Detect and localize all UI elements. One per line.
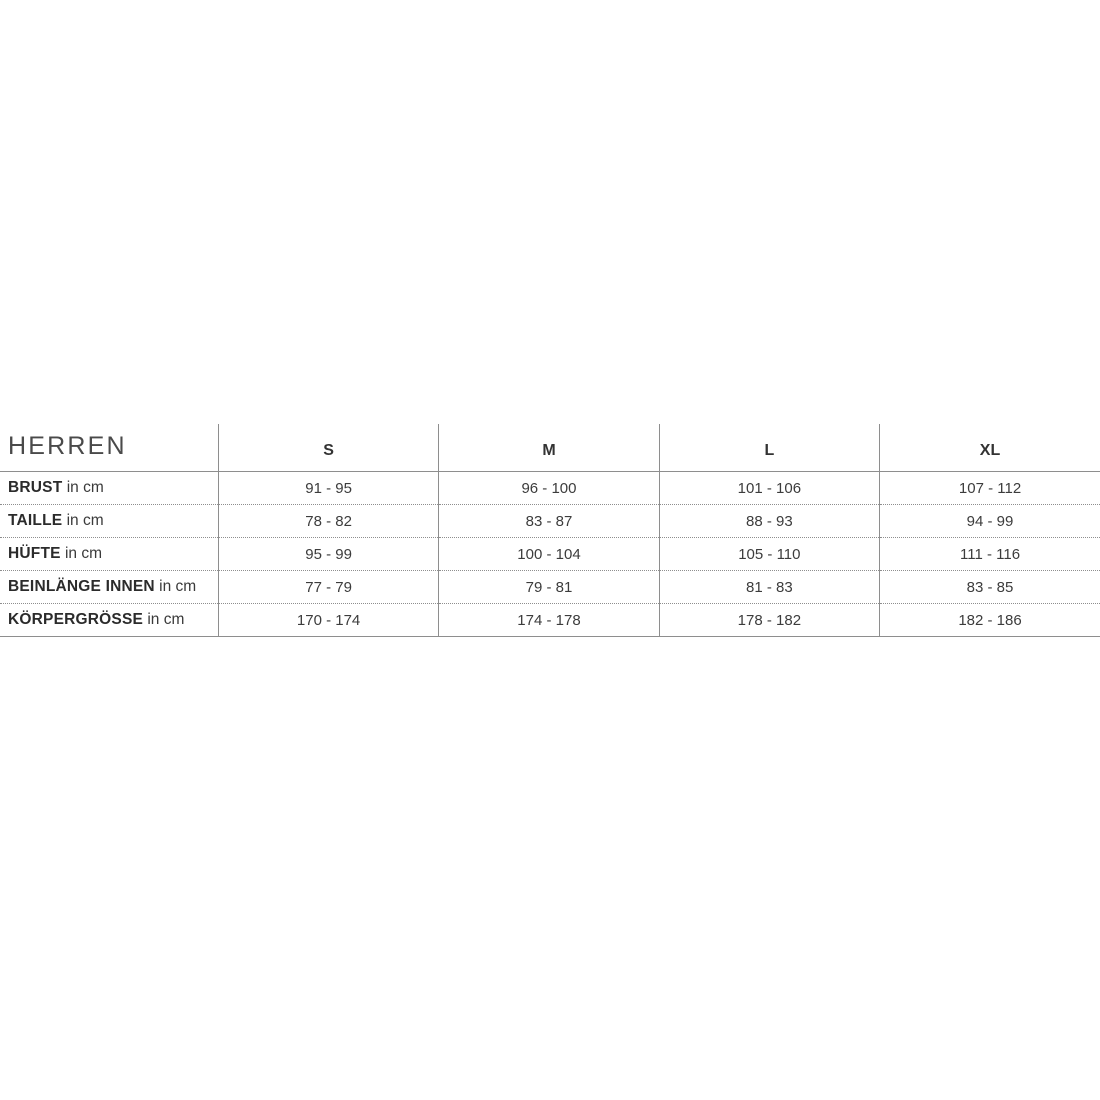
cell-koerpergroesse-m: 174 - 178: [439, 604, 659, 637]
table-row: [0, 571, 1100, 604]
cell-brust-xl: 107 - 112: [880, 472, 1100, 505]
row-label-text: TAILLE: [8, 512, 63, 529]
cell-koerpergroesse-s: 170 - 174: [218, 604, 438, 637]
cell-huefte-m: 100 - 104: [439, 538, 659, 571]
cell-beinlaenge-s: 77 - 79: [218, 571, 438, 604]
cell-brust-s: 91 - 95: [218, 472, 438, 505]
size-table: [0, 424, 1100, 637]
cell-huefte-s: 95 - 99: [218, 538, 438, 571]
cell-koerpergroesse-xl: 182 - 186: [880, 604, 1100, 637]
cell-koerpergroesse-l: 178 - 182: [659, 604, 879, 637]
column-header-s: S: [218, 424, 438, 472]
table-row: [0, 472, 1100, 505]
table-row: [0, 505, 1100, 538]
row-label-unit: in cm: [62, 512, 104, 529]
cell-taille-s: 78 - 82: [218, 505, 438, 538]
row-label-text: HÜFTE: [8, 545, 61, 562]
row-label-text: KÖRPERGRÖSSE: [8, 611, 144, 628]
row-label-text: BRUST: [8, 479, 63, 496]
cell-taille-m: 83 - 87: [439, 505, 659, 538]
column-header-m: M: [439, 424, 659, 472]
row-label-text: BEINLÄNGE INNEN: [8, 578, 155, 595]
table-row: [0, 604, 1100, 637]
cell-brust-m: 96 - 100: [439, 472, 659, 505]
cell-beinlaenge-l: 81 - 83: [659, 571, 879, 604]
cell-taille-xl: 94 - 99: [880, 505, 1100, 538]
cell-huefte-xl: 111 - 116: [880, 538, 1100, 571]
row-label-unit: in cm: [62, 479, 104, 496]
row-label-brust: [0, 472, 218, 505]
cell-beinlaenge-m: 79 - 81: [439, 571, 659, 604]
row-label-unit: in cm: [60, 545, 103, 562]
column-header-l: L: [659, 424, 879, 472]
cell-huefte-l: 105 - 110: [659, 538, 879, 571]
cell-beinlaenge-xl: 83 - 85: [880, 571, 1100, 604]
table-header-row: [0, 424, 1100, 472]
table-row: [0, 538, 1100, 571]
cell-brust-l: 101 - 106: [659, 472, 879, 505]
column-header-xl: XL: [880, 424, 1100, 472]
row-label-huefte: [0, 538, 218, 571]
page-title: HERREN: [0, 424, 218, 472]
row-label-unit: in cm: [143, 611, 185, 628]
size-chart: [0, 424, 1100, 637]
row-label-beinlaenge-innen: [0, 571, 218, 604]
row-label-taille: [0, 505, 218, 538]
row-label-unit: in cm: [154, 578, 197, 595]
cell-taille-l: 88 - 93: [659, 505, 879, 538]
row-label-koerpergroesse: [0, 604, 218, 637]
